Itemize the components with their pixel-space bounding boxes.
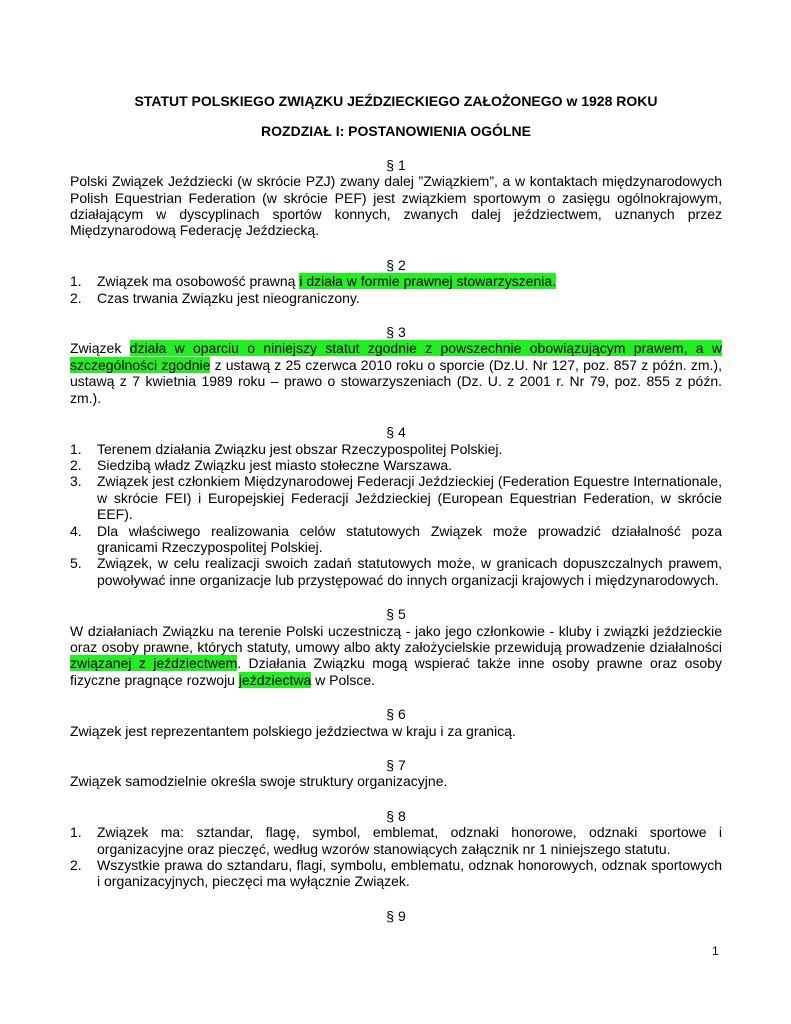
section-2 [70, 257, 722, 306]
highlighted-text: jeździectwa [238, 671, 312, 688]
document-body [70, 93, 722, 924]
section-5-heading: § 5 [386, 606, 406, 623]
section-3 [70, 324, 722, 406]
section-8-item-2 [70, 857, 722, 890]
section-7 [70, 757, 722, 790]
list-number: 5. [70, 555, 82, 572]
document-title: STATUT POLSKIEGO ZWIĄZKU JEŹDZIECKIEGO ZAŁOŻONEGO w 1928 ROKU [134, 93, 658, 109]
section-5-text [70, 623, 722, 689]
list-number: 2. [70, 456, 82, 473]
list-number: 2. [70, 289, 82, 306]
text-run: Związek [70, 340, 130, 357]
section-7-text: Związek samodzielnie określa swoje struktury organizacyjne. [70, 773, 448, 790]
section-4-item-3 [70, 473, 722, 522]
page-number: 1 [712, 944, 719, 958]
item-text: Związek, w celu realizacji swoich zadań statutowych może, w granicach dopuszczalnych prawem, powoływać inne organizacje lub przystępować do innych organizacji krajowych i międzynarodowych. [97, 555, 722, 588]
list-number: 1. [70, 440, 82, 457]
section-3-text [70, 340, 722, 406]
text-run: W działaniach Związku na terenie Polski uczestniczą - jako jego członkowie - kluby i związki jeździeckie oraz osoby prawne, których statuty, umowy albo akty założycielskie przewidują prowadzenie działalności [70, 622, 722, 655]
section-7-heading: § 7 [386, 757, 406, 773]
section-1-heading: § 1 [386, 156, 406, 173]
section-2-item-2 [70, 290, 722, 306]
section-4 [70, 424, 722, 588]
item-text: Związek ma osobowość prawną [97, 273, 300, 290]
item-text: Dla właściwego realizowania celów statutowych Związek może prowadzić działalność poza granicami Rzeczypospolitej Polskiej. [97, 522, 722, 555]
section-8-item-1 [70, 824, 722, 857]
section-4-item-4 [70, 523, 722, 556]
chapter-heading: ROZDZIAŁ I: POSTANOWIENIA OGÓLNE [261, 123, 531, 140]
section-1 [70, 157, 722, 239]
section-4-item-1 [70, 441, 722, 457]
list-number: 4. [70, 522, 82, 539]
list-number: 1. [70, 824, 82, 841]
section-8 [70, 808, 722, 890]
section-6-text: Związek jest reprezentantem polskiego jeździectwa w kraju i za granicą. [70, 722, 516, 739]
highlighted-text: działa w oparciu o niniejszy statut zgodnie z powszechnie obowiązującym prawem, a w szczególności zgodnie [70, 340, 722, 373]
item-text: Wszystkie prawa do sztandaru, flagi, symbolu, emblematu, odznak honorowych, odznak sportowych i organizacyjnych, pieczęci ma wyłącznie Związek. [97, 857, 722, 890]
section-1-text: Polski Związek Jeździecki (w skrócie PZJ) zwany dalej ”Związkiem”, a w kontaktach międzynarodowych Polish Equestrian Federation (w skrócie PEF) jest związkiem sportowym o zasięgu ogólnokrajowym, działającym w dyscyplinach sportów konnych, zwanych dalej jeździectwem, uznanych przez Międzynarodową Federację Jeździecką. [70, 173, 722, 239]
section-4-item-2 [70, 457, 722, 473]
section-8-heading: § 8 [386, 807, 406, 824]
section-4-heading: § 4 [386, 424, 406, 441]
text-run: w Polsce. [311, 671, 376, 688]
section-6-heading: § 6 [386, 706, 406, 723]
section-4-list [70, 441, 722, 589]
highlighted-text: związanej z jeździectwem [70, 655, 238, 672]
section-5 [70, 606, 722, 688]
section-3-heading: § 3 [386, 324, 406, 341]
item-text: Terenem działania Związku jest obszar Rzeczypospolitej Polskiej. [97, 440, 503, 457]
section-9 [70, 908, 722, 924]
list-number: 3. [70, 473, 82, 490]
section-2-list [70, 273, 722, 306]
section-9-heading: § 9 [386, 907, 406, 924]
section-8-list [70, 824, 722, 890]
text-run: z ustawą z 25 czerwca 2010 roku o sporcie (Dz.U. Nr 127, poz. 857 z późn. zm.), ustawą z 7 kwietnia 1989 roku – prawo o stowarzyszeniach (Dz. U. z 2001 r. Nr 79, poz. 855 z późn. zm.). [70, 356, 722, 406]
text-run: . Działania Związku mogą wspierać także inne osoby prawne oraz osoby fizyczne pragnące rozwoju [70, 655, 722, 688]
list-number: 1. [70, 273, 82, 290]
section-2-item-1 [70, 273, 722, 289]
section-4-item-5 [70, 555, 722, 588]
item-text: Związek ma: sztandar, flagę, symbol, emblemat, odznaki honorowe, odznaki sportowe i organizacyjne oraz pieczęć, według wzorów stanowiących załącznik nr 1 niniejszego statutu. [97, 824, 722, 857]
highlighted-text: i działa w formie prawnej stowarzyszenia. [299, 273, 557, 290]
list-number: 2. [70, 857, 82, 874]
item-text: Siedzibą władz Związku jest miasto stołeczne Warszawa. [97, 456, 453, 473]
item-text: Związek jest członkiem Międzynarodowej Federacji Jeździeckiej (Federation Equestre Internationale, w skrócie FEI) i Europejskiej Federacji Jeździeckiej (European Equestrian Federation, w skrócie EEF). [97, 473, 722, 523]
section-2-heading: § 2 [386, 256, 406, 273]
section-6 [70, 706, 722, 739]
item-text: Czas trwania Związku jest nieograniczony. [97, 289, 360, 306]
